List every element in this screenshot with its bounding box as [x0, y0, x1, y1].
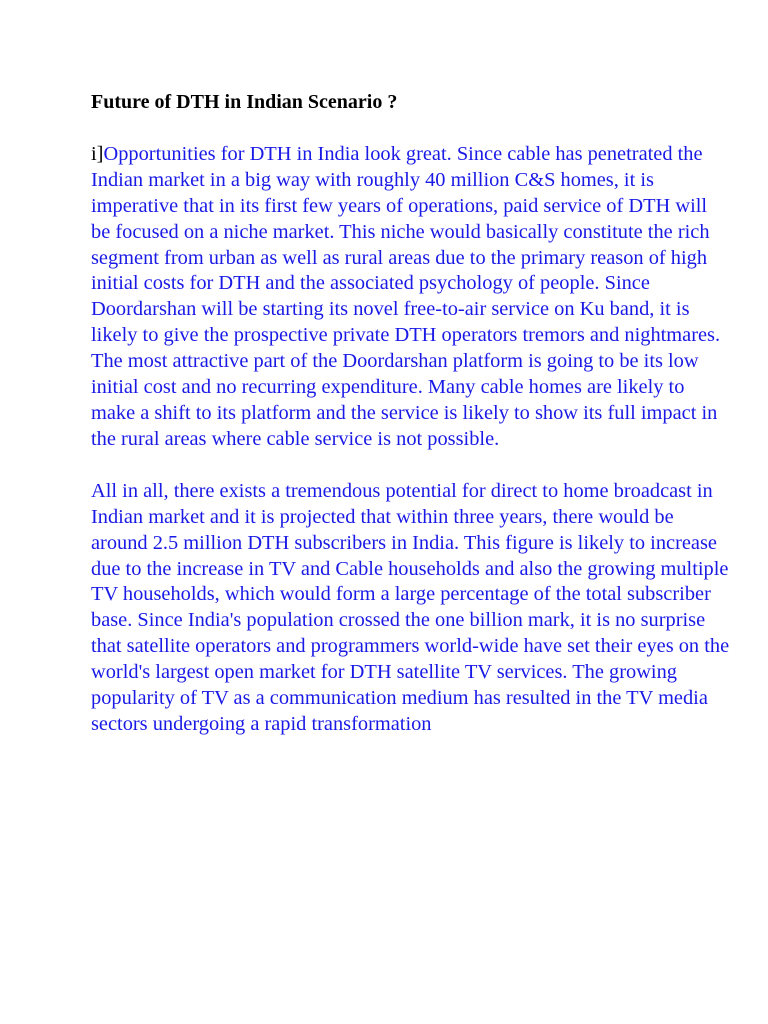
- paragraph-1-text: Opportunities for DTH in India look great. Since cable has penetrated the Indian market in a big way with roughly 40 million C&S homes, it is imperative that in its first few years of operations, paid service of DTH will be focused on a niche market. This niche would basically constitute the rich segment from urban as well as rural areas due to the primary reason of high initial costs for DTH and the associated psychology of people. Since Doordarshan will be starting its novel free-to-air service on Ku band, it is likely to give the prospective private DTH operators tremors and nightmares. The most attractive part of the Doordarshan platform is going to be its low initial cost and no recurring expenditure. Many cable homes are likely to make a shift to its platform and the service is likely to show its full impact in the rural areas where cable service is not possible.: [91, 142, 721, 450]
- document-title: Future of DTH in Indian Scenario ?: [91, 91, 398, 113]
- list-marker: i]: [91, 142, 104, 165]
- paragraph-2: [91, 479, 731, 738]
- paragraph-1: [91, 142, 731, 453]
- paragraph-2-text: All in all, there exists a tremendous potential for direct to home broadcast in Indian market and it is projected that within three years, there would be around 2.5 million DTH subscribers in India. This figure is likely to increase due to the increase in TV and Cable households and also the growing multiple TV households, which would form a large percentage of the total subscriber base. Since India's population crossed the one billion mark, it is no surprise that satellite operators and programmers world-wide have set their eyes on the world's largest open market for DTH satellite TV services. The growing popularity of TV as a communication medium has resulted in the TV media sectors undergoing a rapid transformation: [91, 479, 730, 735]
- document-page: [91, 90, 731, 764]
